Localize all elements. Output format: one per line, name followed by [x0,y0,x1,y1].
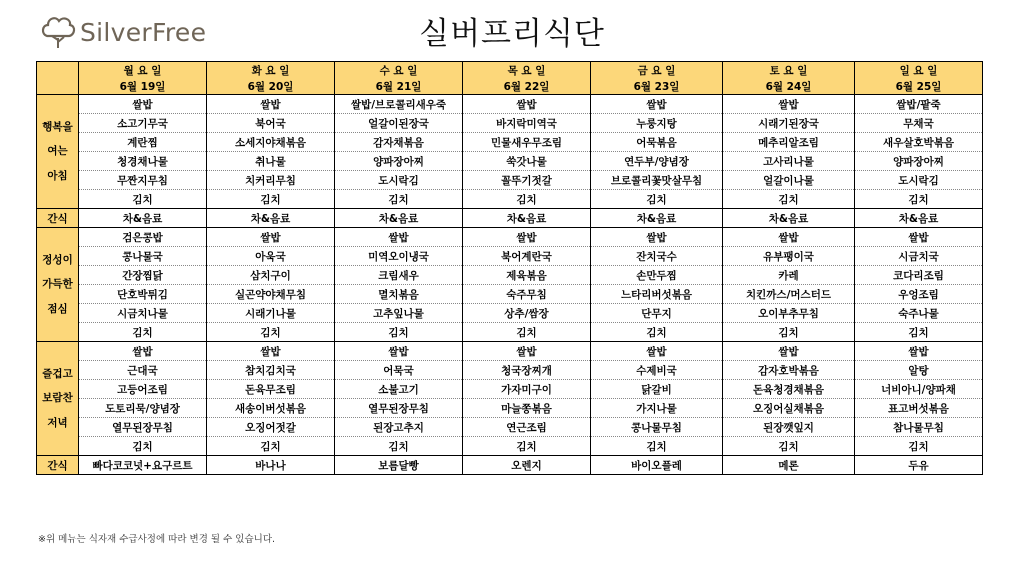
meal-label-line: 가득한 [42,278,73,291]
menu-cell: 김치 [335,437,463,456]
menu-cell: 열무된장무침 [335,399,463,418]
meal-table [36,61,983,475]
menu-cell: 김치 [207,190,335,209]
menu-cell: 김치 [207,437,335,456]
menu-cell: 쌀밥 [591,228,723,247]
menu-row [37,399,983,418]
menu-cell: 닭갈비 [591,380,723,399]
header-corner [37,62,79,95]
menu-cell: 도시락김 [335,171,463,190]
menu-cell: 차&음료 [723,209,855,228]
day-name: 수 요 일 [335,62,463,79]
menu-cell: 고등어조림 [79,380,207,399]
menu-cell: 크림새우 [335,266,463,285]
meal-label-line: 정성이 [42,254,73,267]
menu-row [37,456,983,475]
menu-cell: 감자호박볶음 [723,361,855,380]
menu-cell: 쌀밥 [855,342,983,361]
meal-label [37,456,79,475]
menu-cell: 두유 [855,456,983,475]
menu-cell: 차&음료 [591,209,723,228]
menu-cell: 손만두찜 [591,266,723,285]
menu-row [37,152,983,171]
menu-cell: 차&음료 [79,209,207,228]
meal-label-line: 여는 [47,145,68,158]
menu-cell: 상추/쌈장 [463,304,591,323]
menu-cell: 가자미구이 [463,380,591,399]
day-name: 토 요 일 [723,62,855,79]
meal-label-line: 행복을 [42,121,73,134]
menu-cell: 연근조림 [463,418,591,437]
day-name: 월 요 일 [79,62,207,79]
menu-cell: 김치 [79,437,207,456]
menu-cell: 도시락김 [855,171,983,190]
menu-cell: 쌀밥 [463,95,591,114]
menu-row [37,418,983,437]
menu-cell: 단호박튀김 [79,285,207,304]
menu-cell: 삼치구이 [207,266,335,285]
menu-cell: 차&음료 [335,209,463,228]
menu-cell: 된장고추지 [335,418,463,437]
menu-cell: 보름달빵 [335,456,463,475]
menu-cell: 바이오플레 [591,456,723,475]
menu-cell: 오징어실채볶음 [723,399,855,418]
meal-label-line: 즐겁고 [42,368,73,381]
menu-cell: 김치 [335,323,463,342]
menu-cell: 연두부/양념장 [591,152,723,171]
menu-cell: 김치 [723,190,855,209]
menu-cell: 오징어젓갈 [207,418,335,437]
day-name: 일 요 일 [855,62,983,79]
menu-cell: 무채국 [855,114,983,133]
menu-cell: 된장깻잎지 [723,418,855,437]
menu-cell: 김치 [591,190,723,209]
menu-cell: 고추잎나물 [335,304,463,323]
menu-cell: 수제비국 [591,361,723,380]
menu-cell: 김치 [723,437,855,456]
meal-label-line: 보람찬 [42,392,73,405]
day-date: 6월 23일 [591,78,723,95]
menu-cell: 마늘쫑볶음 [463,399,591,418]
menu-cell: 어묵볶음 [591,133,723,152]
meal-label [37,228,79,342]
menu-cell: 숙주무침 [463,285,591,304]
menu-cell: 빠다코코넛+요구르트 [79,456,207,475]
menu-cell: 쑥갓나물 [463,152,591,171]
meal-label-line: 저녁 [47,416,68,429]
menu-row [37,228,983,247]
menu-cell: 북어계란국 [463,247,591,266]
menu-cell: 제육볶음 [463,266,591,285]
menu-cell: 바지락미역국 [463,114,591,133]
menu-cell: 간장찜닭 [79,266,207,285]
menu-cell: 김치 [335,190,463,209]
menu-row [37,285,983,304]
menu-cell: 소고기무국 [79,114,207,133]
menu-cell: 코다리조림 [855,266,983,285]
menu-cell: 콩나물국 [79,247,207,266]
menu-cell: 쌀밥 [591,95,723,114]
menu-row [37,304,983,323]
menu-cell: 참치김치국 [207,361,335,380]
menu-cell: 어묵국 [335,361,463,380]
menu-row [37,380,983,399]
menu-cell: 시금치국 [855,247,983,266]
meal-label [37,342,79,456]
day-date: 6월 21일 [335,78,463,95]
menu-cell: 김치 [463,190,591,209]
day-date: 6월 22일 [463,78,591,95]
menu-row [37,342,983,361]
menu-cell: 쌀밥 [723,342,855,361]
menu-cell: 김치 [207,323,335,342]
menu-row [37,361,983,380]
menu-cell: 우엉조림 [855,285,983,304]
menu-cell: 쌀밥 [855,228,983,247]
menu-cell: 쌀밥/브로콜리새우죽 [335,95,463,114]
menu-cell: 감자채볶음 [335,133,463,152]
meal-label-line: 간식 [47,212,68,225]
menu-cell: 북어국 [207,114,335,133]
menu-cell: 차&음료 [463,209,591,228]
menu-row [37,190,983,209]
menu-cell: 차&음료 [207,209,335,228]
menu-cell: 메추리알조림 [723,133,855,152]
menu-cell: 도토리묵/양념장 [79,399,207,418]
menu-cell: 실곤약야채무침 [207,285,335,304]
menu-cell: 쌀밥 [335,228,463,247]
menu-cell: 쌀밥 [723,228,855,247]
menu-cell: 잔치국수 [591,247,723,266]
menu-cell: 메론 [723,456,855,475]
menu-cell: 참나물무침 [855,418,983,437]
menu-cell: 새우살호박볶음 [855,133,983,152]
menu-row [37,209,983,228]
menu-cell: 김치 [79,323,207,342]
footnote: ※위 메뉴는 식자재 수급사정에 따라 변경 될 수 있습니다. [38,534,276,545]
meal-label [37,209,79,228]
menu-cell: 꼴뚜기젓갈 [463,171,591,190]
menu-cell: 카레 [723,266,855,285]
menu-cell: 무짠지무침 [79,171,207,190]
menu-cell: 쌀밥 [207,342,335,361]
menu-cell: 바나나 [207,456,335,475]
menu-cell: 아욱국 [207,247,335,266]
menu-cell: 김치 [463,323,591,342]
day-name: 목 요 일 [463,62,591,79]
menu-cell: 검은콩밥 [79,228,207,247]
menu-cell: 오이부추무침 [723,304,855,323]
menu-row [37,95,983,114]
menu-cell: 고사리나물 [723,152,855,171]
menu-cell: 김치 [855,190,983,209]
menu-cell: 쌀밥 [79,95,207,114]
menu-cell: 쌀밥/팥죽 [855,95,983,114]
menu-cell: 김치 [855,323,983,342]
menu-cell: 소세지야채볶음 [207,133,335,152]
meal-label-line: 점심 [47,302,68,315]
menu-cell: 가지나물 [591,399,723,418]
menu-cell: 김치 [855,437,983,456]
menu-cell: 알탕 [855,361,983,380]
menu-cell: 쌀밥 [591,342,723,361]
menu-cell: 민물새우무조림 [463,133,591,152]
menu-cell: 돈육무조림 [207,380,335,399]
menu-row [37,114,983,133]
menu-cell: 청경채나물 [79,152,207,171]
menu-cell: 근대국 [79,361,207,380]
menu-cell: 돈육청경채볶음 [723,380,855,399]
menu-cell: 치커리무침 [207,171,335,190]
menu-cell: 숙주나물 [855,304,983,323]
meal-label-line: 간식 [47,459,68,472]
menu-cell: 너비아니/양파채 [855,380,983,399]
menu-cell: 새송이버섯볶음 [207,399,335,418]
menu-cell: 쌀밥 [723,95,855,114]
menu-cell: 열무된장무침 [79,418,207,437]
menu-cell: 김치 [591,437,723,456]
menu-cell: 멸치볶음 [335,285,463,304]
day-date: 6월 20일 [207,78,335,95]
menu-cell: 브로콜리꽃맛살무침 [591,171,723,190]
menu-cell: 청국장찌개 [463,361,591,380]
menu-row [37,247,983,266]
menu-cell: 콩나물무침 [591,418,723,437]
menu-cell: 쌀밥 [79,342,207,361]
menu-cell: 양파장아찌 [335,152,463,171]
day-name: 금 요 일 [591,62,723,79]
meal-label-line: 아침 [47,169,68,182]
menu-cell: 김치 [723,323,855,342]
menu-cell: 취나물 [207,152,335,171]
day-date: 6월 19일 [79,78,207,95]
menu-cell: 얼갈이나물 [723,171,855,190]
menu-cell: 계란찜 [79,133,207,152]
menu-cell: 차&음료 [855,209,983,228]
menu-cell: 누룽지탕 [591,114,723,133]
day-date: 6월 25일 [855,78,983,95]
menu-row [37,171,983,190]
menu-cell: 쌀밥 [463,342,591,361]
menu-cell: 유부팽이국 [723,247,855,266]
menu-row [37,437,983,456]
menu-cell: 김치 [79,190,207,209]
menu-cell: 김치 [591,323,723,342]
menu-cell: 시래기된장국 [723,114,855,133]
day-date: 6월 24일 [723,78,855,95]
logo-text: SilverFree [80,17,207,47]
menu-cell: 표고버섯볶음 [855,399,983,418]
menu-cell: 느타리버섯볶음 [591,285,723,304]
menu-cell: 시금치나물 [79,304,207,323]
menu-row [37,266,983,285]
menu-cell: 시래기나물 [207,304,335,323]
menu-cell: 양파장아찌 [855,152,983,171]
menu-cell: 쌀밥 [207,228,335,247]
meal-label [37,95,79,209]
page-title: 실버프리식단 [419,16,605,52]
menu-row [37,323,983,342]
menu-cell: 김치 [463,437,591,456]
day-name: 화 요 일 [207,62,335,79]
menu-cell: 쌀밥 [335,342,463,361]
menu-cell: 소불고기 [335,380,463,399]
menu-row [37,133,983,152]
menu-cell: 단무지 [591,304,723,323]
menu-cell: 쌀밥 [207,95,335,114]
menu-cell: 쌀밥 [463,228,591,247]
menu-cell: 얼갈이된장국 [335,114,463,133]
menu-cell: 오렌지 [463,456,591,475]
menu-cell: 미역오이냉국 [335,247,463,266]
menu-cell: 치킨까스/머스터드 [723,285,855,304]
